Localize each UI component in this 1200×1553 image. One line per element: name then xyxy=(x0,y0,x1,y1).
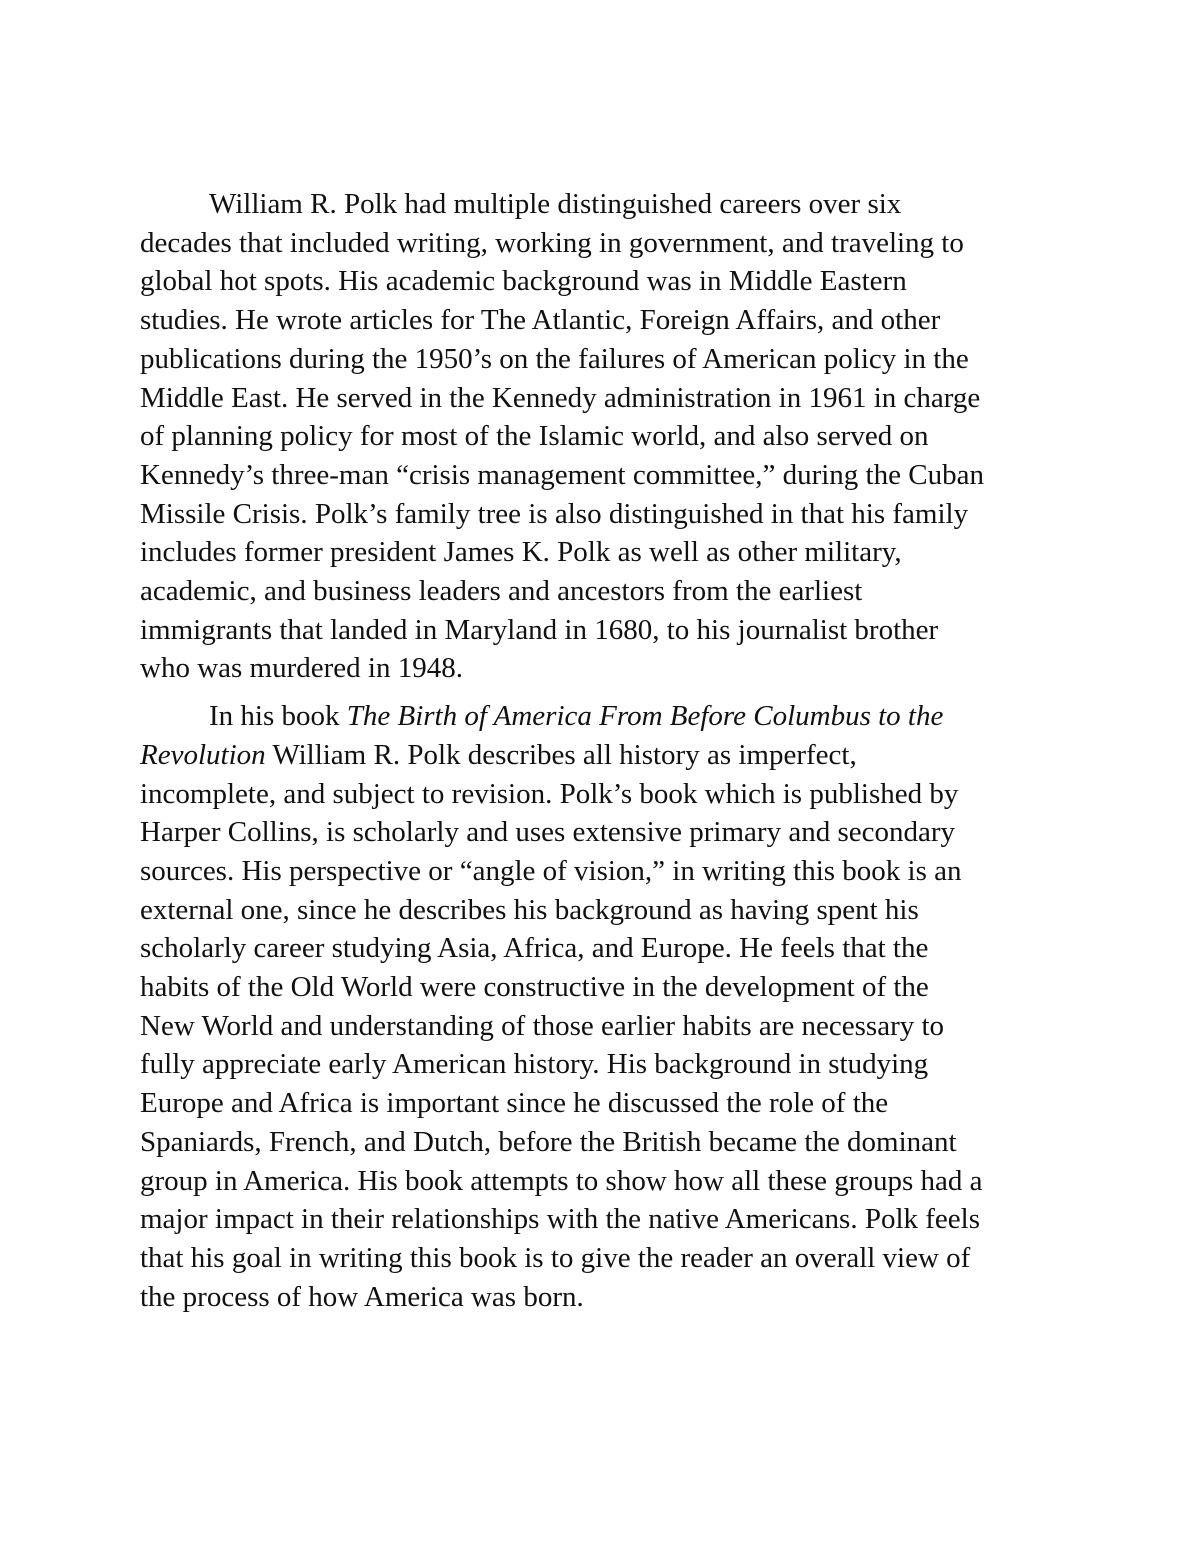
text-line: sources. His perspective or “angle of vision,” in writing this book is an xyxy=(140,854,962,887)
text-line: immigrants that landed in Maryland in 1680, to his journalist brother xyxy=(140,613,939,646)
text-line: decades that included writing, working in government, and traveling to xyxy=(140,226,964,259)
text-line: New World and understanding of those earlier habits are necessary to xyxy=(140,1009,945,1042)
paragraph-2 xyxy=(140,697,1065,1316)
text-line: habits of the Old World were constructive in the development of the xyxy=(140,971,929,1004)
text-line: Spaniards, French, and Dutch, before the British became the dominant xyxy=(140,1125,957,1158)
text-segment: In his book xyxy=(209,700,347,733)
text-line: studies. He wrote articles for The Atlantic, Foreign Affairs, and other xyxy=(140,304,941,337)
text-line: Kennedy’s three-man “crisis management committee,” during the Cuban xyxy=(140,458,984,491)
book-title: Revolution xyxy=(140,738,266,771)
document-body xyxy=(140,185,1065,1316)
text-line: Europe and Africa is important since he discussed the role of the xyxy=(140,1087,889,1120)
text-line: Harper Collins, is scholarly and uses extensive primary and secondary xyxy=(140,816,956,849)
text-line xyxy=(140,697,1065,736)
text-line: incomplete, and subject to revision. Polk’s book which is published by xyxy=(140,777,959,810)
text-line: Missile Crisis. Polk’s family tree is also distinguished in that his family xyxy=(140,497,969,530)
text-line: fully appreciate early American history. His background in studying xyxy=(140,1048,929,1081)
text-line: external one, since he describes his background as having spent his xyxy=(140,893,919,926)
text-line: major impact in their relationships with the native Americans. Polk feels xyxy=(140,1203,980,1236)
text-line: William R. Polk had multiple distinguished careers over six xyxy=(209,188,902,220)
text-line: the process of how America was born. xyxy=(140,1280,584,1313)
text-line: Middle East. He served in the Kennedy administration in 1961 in charge xyxy=(140,381,981,414)
text-line: that his goal in writing this book is to give the reader an overall view of xyxy=(140,1241,971,1274)
text-segment: William R. Polk describes all history as imperfect, xyxy=(265,738,857,771)
text-line: who was murdered in 1948. xyxy=(140,652,463,685)
text-line xyxy=(140,736,1065,775)
book-title: The Birth of America From Before Columbus to the xyxy=(346,700,944,733)
paragraph-1 xyxy=(140,185,1065,688)
text-line: scholarly career studying Asia, Africa, and Europe. He feels that the xyxy=(140,932,929,965)
text-line: of planning policy for most of the Islamic world, and also served on xyxy=(140,420,929,453)
text-line: academic, and business leaders and ancestors from the earliest xyxy=(140,575,863,608)
paragraph-spacer xyxy=(140,688,1065,697)
text-line: global hot spots. His academic background was in Middle Eastern xyxy=(140,265,907,298)
text-line: group in America. His book attempts to show how all these groups had a xyxy=(140,1164,983,1197)
text-line: includes former president James K. Polk as well as other military, xyxy=(140,536,902,569)
text-line: publications during the 1950’s on the failures of American policy in the xyxy=(140,342,969,375)
